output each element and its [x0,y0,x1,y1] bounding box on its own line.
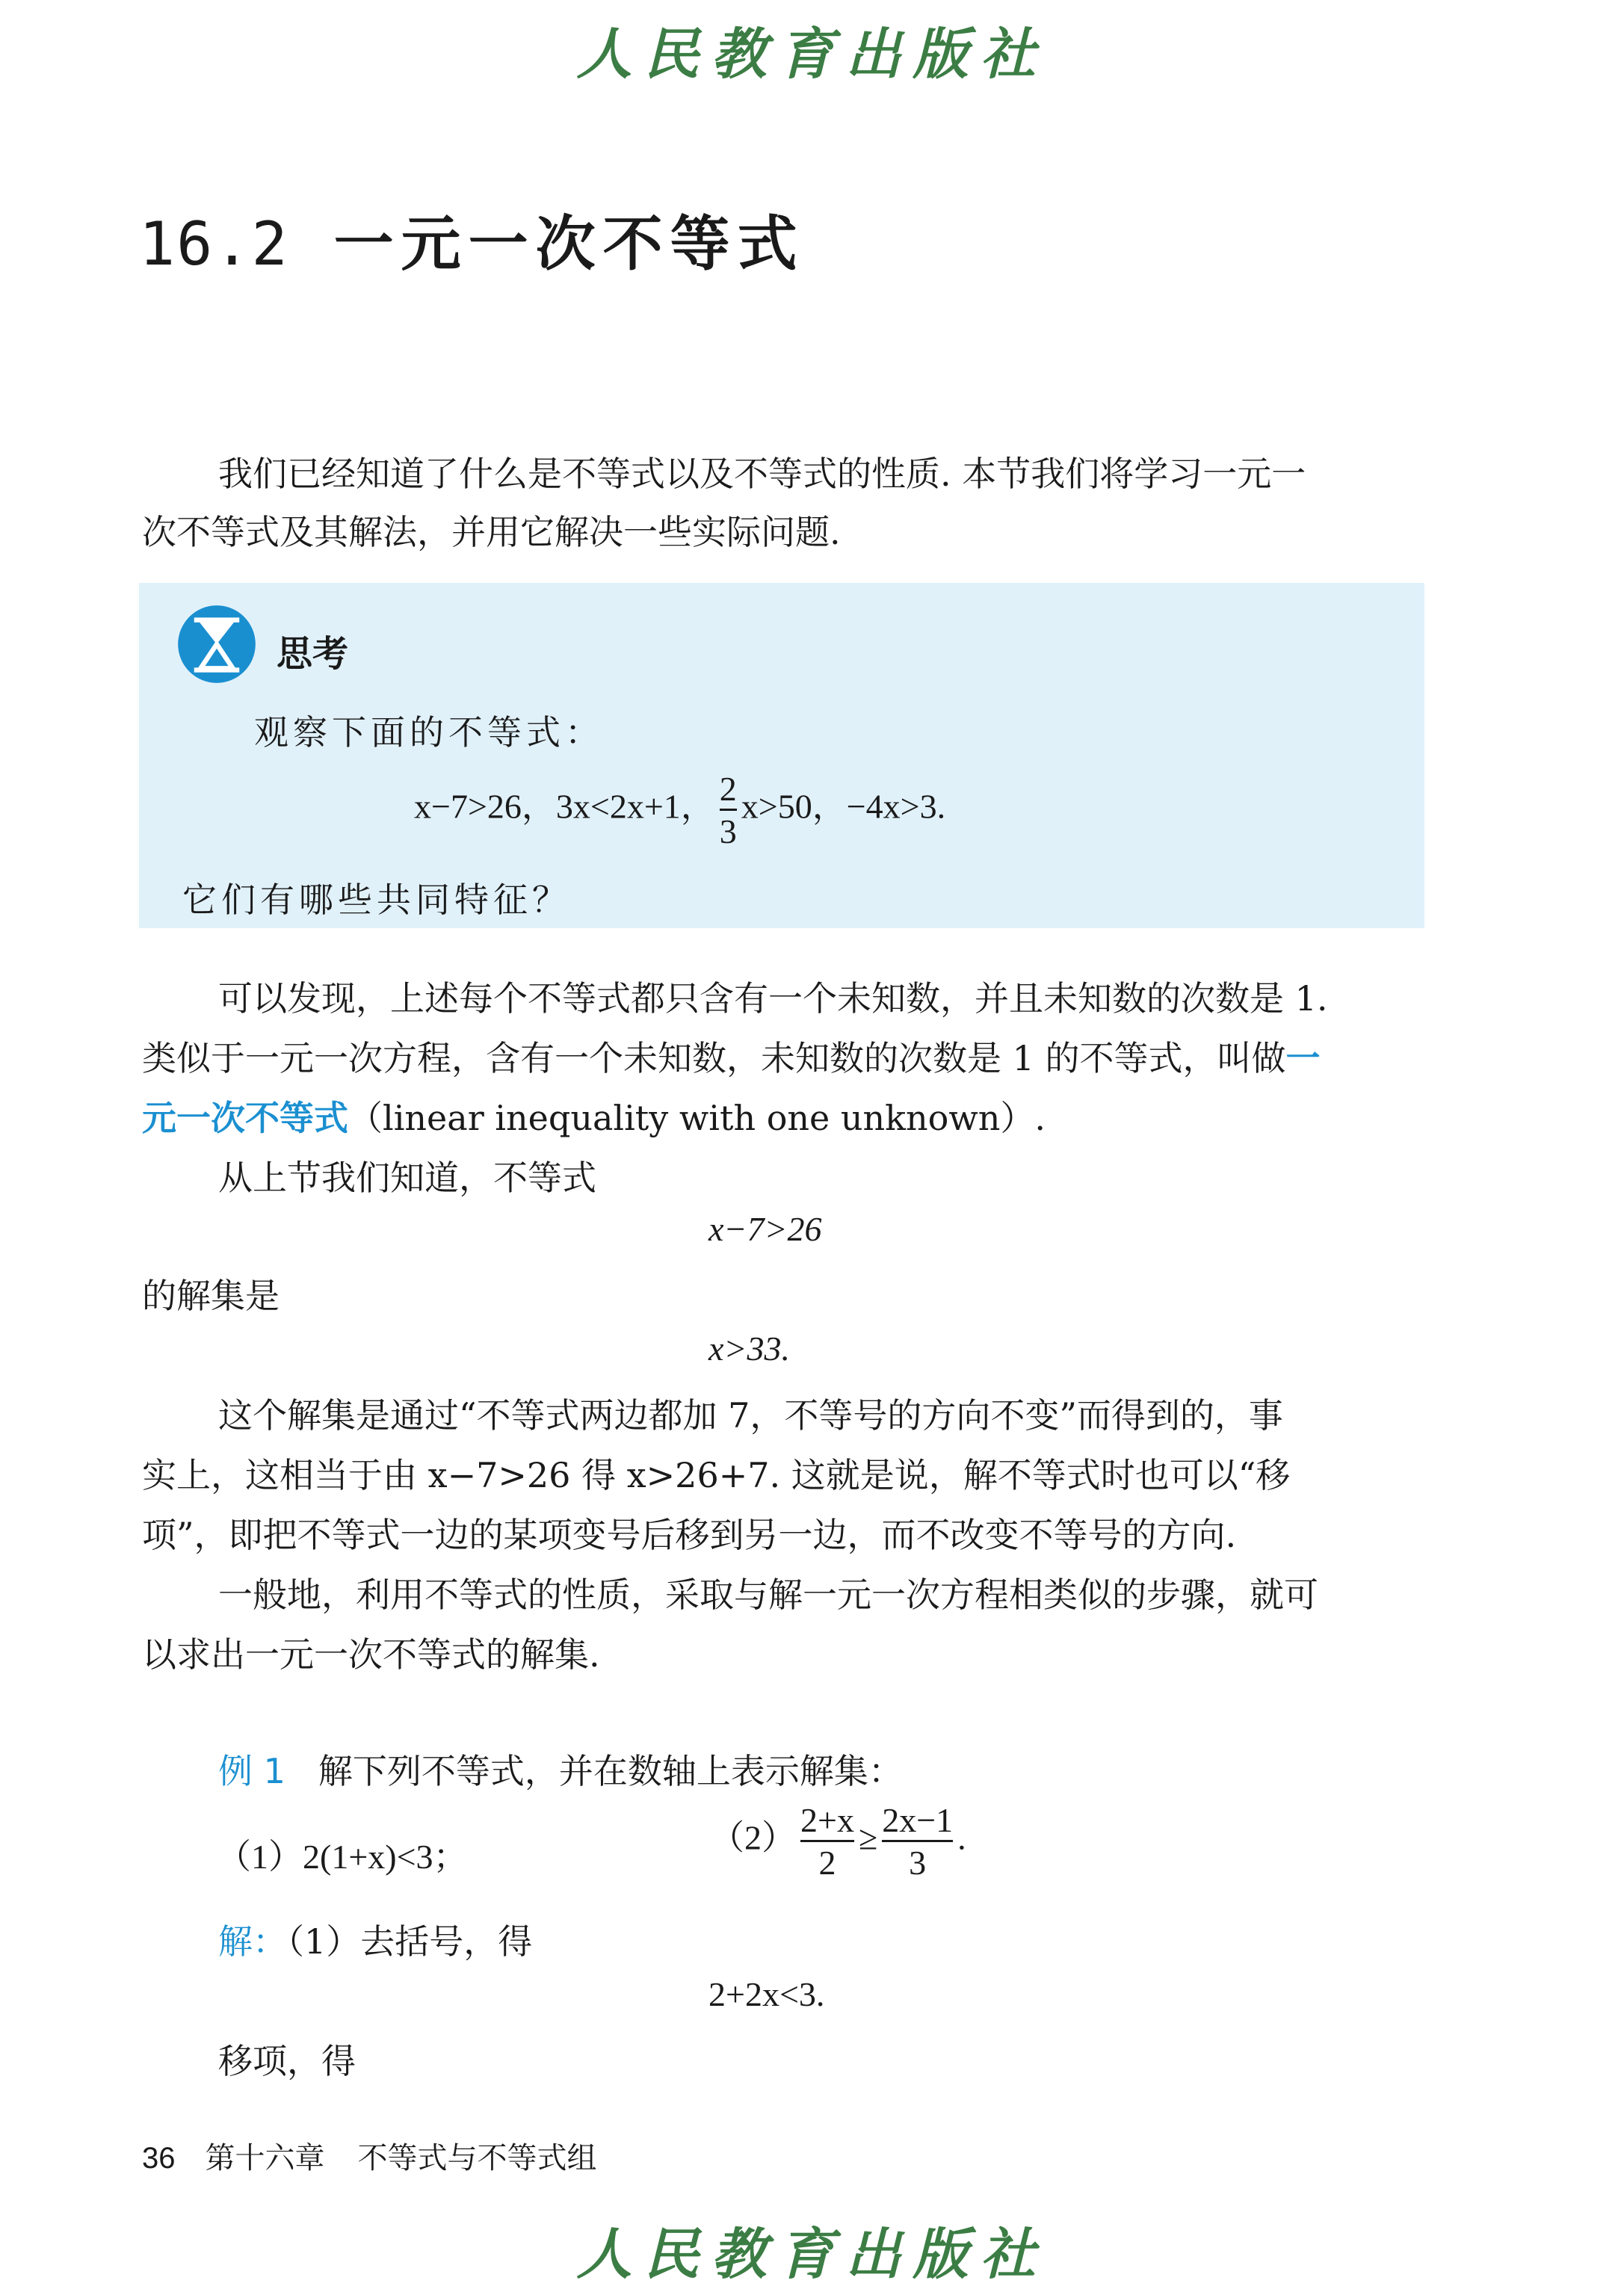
solution-label: 解： [218,1921,287,1962]
think-prompt: 观察下面的不等式： [254,712,604,753]
solution-equation: 2+2x<3. [708,1975,825,2013]
section-title [139,196,805,282]
section-title-text: 一元一次不等式 [333,209,805,279]
example-text: 解下列不等式，并在数轴上表示解集： [318,1751,903,1791]
example-part-2 [710,1801,966,1882]
example-heading [218,1744,903,1794]
example-part-2-sign: ≥ [858,1818,878,1857]
equation-a: x−7>26 [708,1210,822,1248]
body-p4-line-2: 实上，这相当于由 x−7>26 得 x>26+7. 这就是说，解不等式时也可以“移 [142,1455,1291,1495]
fraction-right-denominator: 3 [882,1840,953,1882]
intro-line-2: 次不等式及其解法，并用它解决一些实际问题. [142,512,841,552]
example-part-1: （1）2(1+x)<3； [217,1838,468,1876]
fraction-right-numerator: 2x−1 [882,1801,954,1839]
solution-step: 移项，得 [218,2041,356,2081]
body-p4-line-3: 项”，即把不等式一边的某项变号后移到另一边，而不改变不等号的方向. [142,1515,1237,1555]
think-title: 思考 [277,633,349,675]
term-highlight: 元一次不等式 [142,1098,348,1138]
body-p1-line-1: 可以发现，上述每个不等式都只含有一个未知数，并且未知数的次数是 1. [218,978,1328,1019]
think-fraction [720,770,737,850]
term-highlight-start: 一 [1285,1038,1321,1078]
fraction-left-numerator: 2+x [800,1801,854,1839]
think-question: 它们有哪些共同特征？ [182,880,571,920]
example-part-2-fraction-right [882,1801,953,1882]
think-eq-1: x−7>26，3x<2x+1， [414,787,715,826]
solution-heading [218,1915,532,1964]
intro-line-1: 我们已经知道了什么是不等式以及不等式的性质. 本节我们将学习一元一 [218,454,1306,494]
body-p3: 的解集是 [142,1276,280,1316]
think-icon [176,604,257,685]
body-p1-line-2 [142,1031,1321,1081]
page-footer [142,2134,597,2177]
think-frac-denominator: 3 [720,809,737,851]
example-part-2-fraction-left [800,1801,854,1882]
think-inequalities [414,770,945,850]
publisher-logo-bottom: 人民教育出版社 [576,2223,1048,2287]
body-p5-line-1: 一般地，利用不等式的性质，采取与解一元一次方程相类似的步骤，就可 [218,1575,1318,1615]
chapter-title: 不等式与不等式组 [357,2141,597,2175]
body-p4-line-1: 这个解集是通过“不等式两边都加 7，不等号的方向不变”而得到的，事 [218,1395,1283,1436]
section-number: 16.2 [139,209,289,279]
publisher-logo-top: 人民教育出版社 [576,22,1048,87]
page-number: 36 [142,2142,176,2175]
body-p1-line-3 [142,1091,1046,1140]
example-part-2-label: （2） [710,1818,796,1857]
example-part-2-end: . [957,1818,966,1857]
equation-b: x>33. [708,1329,790,1368]
body-p5-line-2: 以求出一元一次不等式的解集. [142,1634,600,1675]
chapter-number: 第十六章 [205,2141,325,2175]
solution-text: （1）去括号，得 [287,1921,533,1962]
body-p2: 从上节我们知道，不等式 [218,1158,596,1198]
example-label: 例 1 [218,1751,285,1791]
fraction-left-denominator: 2 [800,1840,854,1882]
body-p1-line-2-text: 类似于一元一次方程，含有一个未知数，未知数的次数是 1 的不等式，叫做 [142,1038,1286,1078]
think-frac-numerator: 2 [719,770,737,808]
think-eq-2: x>50，−4x>3. [741,787,946,826]
term-english: （linear inequality with one unknown）. [348,1098,1046,1138]
